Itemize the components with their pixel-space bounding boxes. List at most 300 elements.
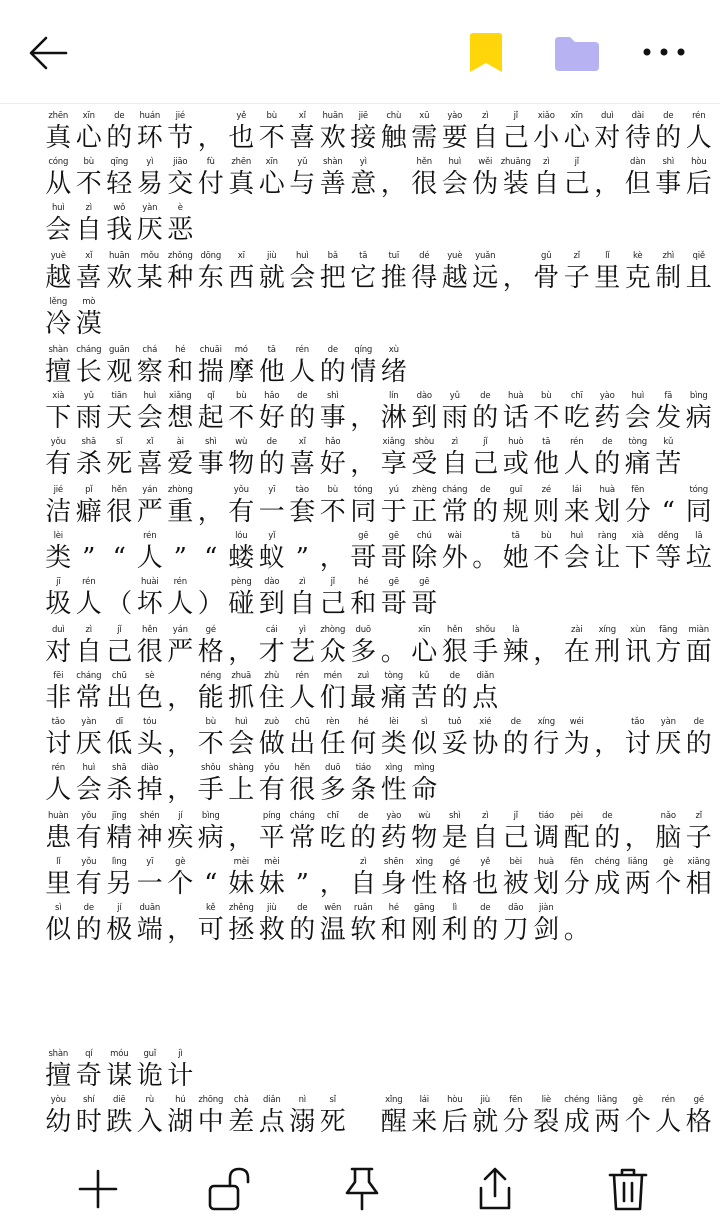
pinyin: bù — [541, 531, 552, 541]
ruby-char — [74, 762, 105, 806]
hanzi: 某 — [136, 263, 163, 293]
hanzi: 受 — [411, 449, 438, 479]
hanzi: 让 — [594, 543, 621, 573]
pinyin: chú — [416, 531, 432, 541]
hanzi: 很 — [106, 497, 133, 527]
hanzi: 喜 — [136, 449, 163, 479]
hanzi: 但 — [624, 169, 651, 199]
ruby-char — [501, 390, 532, 434]
hanzi: 们 — [319, 683, 346, 713]
pinyin: sǐ — [329, 1095, 336, 1105]
hanzi: 最 — [350, 683, 377, 713]
ruby-char — [257, 110, 288, 154]
text-line — [43, 344, 683, 388]
hanzi: 人 — [136, 543, 163, 573]
pinyin: xiāng — [687, 857, 710, 867]
ruby-char — [43, 530, 74, 574]
hanzi: 于 — [380, 497, 407, 527]
hanzi: 的 — [472, 403, 499, 433]
folder-button[interactable] — [554, 36, 600, 72]
pinyin: shàn — [48, 345, 69, 355]
hanzi: 格 — [441, 869, 468, 899]
hanzi: 己 — [502, 823, 529, 853]
pinyin: shì — [448, 811, 461, 821]
ruby-char — [592, 484, 623, 528]
hanzi: 很 — [411, 169, 438, 199]
hanzi: 厌 — [75, 729, 102, 759]
hanzi: 讨 — [624, 729, 651, 759]
ruby-char — [562, 250, 593, 294]
pinyin: xǐ — [298, 437, 306, 447]
ruby-char — [562, 902, 593, 946]
hanzi: 己 — [472, 449, 499, 479]
ruby-char — [653, 436, 684, 480]
pinyin: móu — [110, 1049, 129, 1059]
pinyin: yī — [268, 485, 276, 495]
ruby-char — [104, 762, 135, 806]
pinyin: shì — [204, 437, 217, 447]
pinyin: píng — [262, 811, 281, 821]
hanzi: 极 — [106, 915, 133, 945]
hanzi: 身 — [380, 869, 407, 899]
pinyin: lóu — [235, 531, 248, 541]
ruby-char — [562, 810, 593, 854]
ruby-char — [196, 1094, 227, 1138]
pinyin: bèi — [509, 857, 522, 867]
hanzi: 方 — [655, 637, 682, 667]
ruby-char — [318, 530, 349, 574]
ruby-char — [653, 1094, 684, 1138]
hanzi: 众 — [319, 637, 346, 667]
ruby-char — [684, 530, 715, 574]
ruby-char — [196, 530, 227, 574]
hanzi: 善 — [319, 169, 346, 199]
ruby-char — [287, 576, 318, 620]
back-button[interactable] — [26, 34, 70, 72]
hanzi: 己 — [563, 169, 590, 199]
pinyin: hěn — [447, 625, 463, 635]
hanzi: 自 — [472, 823, 499, 853]
hanzi: 就 — [472, 1107, 499, 1137]
hanzi: 哥 — [380, 543, 407, 573]
hanzi: 且 — [685, 263, 712, 293]
ruby-char — [104, 436, 135, 480]
ruby-char — [135, 390, 166, 434]
ruby-char — [74, 156, 105, 200]
pinyin: xǐ — [298, 111, 306, 121]
pinyin: huà — [538, 857, 554, 867]
pinyin: de — [602, 811, 613, 821]
hanzi: 多 — [350, 637, 377, 667]
hanzi: 性 — [380, 775, 407, 805]
ruby-char — [287, 250, 318, 294]
ruby-char — [43, 250, 74, 294]
ruby-char — [562, 484, 593, 528]
pinyin: mó — [234, 345, 248, 355]
delete-button[interactable] — [606, 1166, 650, 1212]
pinyin: yuè — [50, 251, 66, 261]
hanzi: 西 — [228, 263, 255, 293]
ruby-char — [409, 156, 440, 200]
hanzi: ， — [350, 403, 377, 433]
ruby-char — [653, 250, 684, 294]
ruby-char — [379, 762, 410, 806]
pinyin: de — [358, 811, 369, 821]
hanzi: 脑 — [655, 823, 682, 853]
pinyin: zhù — [264, 671, 280, 681]
pinyin: hé — [358, 577, 369, 587]
ruby-char — [165, 484, 196, 528]
ruby-char — [135, 436, 166, 480]
ruby-char — [348, 856, 379, 900]
bookmark-icon — [468, 32, 504, 74]
ruby-char — [287, 1094, 318, 1138]
ruby-char — [653, 856, 684, 900]
ruby-char — [348, 110, 379, 154]
pinyin: zì — [299, 577, 306, 587]
hanzi: 人 — [45, 775, 72, 805]
ruby-char — [287, 670, 318, 714]
pinyin: wēn — [324, 903, 342, 913]
pinyin: yì — [146, 157, 154, 167]
ruby-char — [74, 1094, 105, 1138]
ruby-char — [409, 762, 440, 806]
ruby-char — [379, 484, 410, 528]
hanzi: 喜 — [75, 263, 102, 293]
hanzi: 何 — [350, 729, 377, 759]
hanzi: 是 — [441, 823, 468, 853]
ruby-char — [623, 1094, 654, 1138]
unlock-icon — [207, 1166, 251, 1212]
ruby-char — [104, 670, 135, 714]
ruby-char — [135, 762, 166, 806]
hanzi: 的 — [75, 915, 102, 945]
hanzi: 享 — [380, 449, 407, 479]
ruby-char — [501, 436, 532, 480]
pinyin: hěn — [142, 625, 158, 635]
pinyin: diē — [113, 1095, 126, 1105]
add-button[interactable] — [76, 1166, 120, 1212]
pinyin: zì — [451, 437, 458, 447]
ruby-char — [74, 202, 105, 246]
hanzi: 哥 — [411, 589, 438, 619]
ruby-char — [257, 902, 288, 946]
pinyin: lěng — [49, 297, 68, 307]
text-line — [43, 576, 683, 620]
ruby-char — [501, 484, 532, 528]
hanzi: 端 — [136, 915, 163, 945]
ruby-char — [531, 484, 562, 528]
hanzi: ， — [533, 637, 560, 667]
ruby-char — [74, 110, 105, 154]
pinyin: huì — [570, 531, 584, 541]
hanzi: 调 — [533, 823, 560, 853]
hanzi: 上 — [228, 775, 255, 805]
pinyin: tā — [267, 345, 276, 355]
ruby-char — [226, 110, 257, 154]
ruby-char — [74, 1048, 105, 1092]
ruby-char — [470, 250, 501, 294]
pinyin: dào — [264, 577, 280, 587]
text-line — [43, 530, 712, 574]
text-line — [43, 1048, 683, 1092]
hanzi: 把 — [319, 263, 346, 293]
hanzi: 轻 — [106, 169, 133, 199]
hanzi: 讨 — [45, 729, 72, 759]
hanzi: 哥 — [380, 589, 407, 619]
hanzi: 厌 — [136, 215, 163, 245]
ruby-char — [196, 110, 227, 154]
ruby-char — [104, 902, 135, 946]
hanzi: 分 — [563, 869, 590, 899]
ruby-char — [104, 624, 135, 668]
hanzi: 面 — [685, 637, 712, 667]
ruby-char — [226, 156, 257, 200]
hanzi: 漠 — [75, 309, 102, 339]
hanzi: 碰 — [228, 589, 255, 619]
hanzi: 后 — [685, 169, 712, 199]
ruby-char — [470, 484, 501, 528]
hanzi: 待 — [624, 123, 651, 153]
ruby-char — [501, 624, 532, 668]
share-button[interactable] — [473, 1166, 517, 1212]
hanzi: 东 — [197, 263, 224, 293]
ruby-char — [226, 856, 257, 900]
pinyin: lǐ — [605, 251, 610, 261]
hanzi: 情 — [350, 357, 377, 387]
hanzi: 心 — [258, 169, 285, 199]
hanzi: 伪 — [472, 169, 499, 199]
hanzi: 行 — [533, 729, 560, 759]
ruby-char — [287, 344, 318, 388]
ruby-char — [196, 624, 227, 668]
hanzi: 摩 — [228, 357, 255, 387]
ruby-char — [318, 576, 349, 620]
ruby-char — [592, 856, 623, 900]
ruby-char — [104, 250, 135, 294]
more-options-button[interactable] — [642, 40, 686, 64]
ruby-char — [379, 902, 410, 946]
ruby-char — [196, 716, 227, 760]
hanzi: 很 — [289, 775, 316, 805]
pinyin: yǒu — [264, 763, 280, 773]
ruby-char — [318, 856, 349, 900]
ruby-char — [165, 110, 196, 154]
pinyin: hé — [358, 717, 369, 727]
ruby-char — [440, 624, 471, 668]
hanzi: 则 — [533, 497, 560, 527]
pinyin: yǒu — [81, 811, 97, 821]
ruby-char — [257, 484, 288, 528]
pinyin: miàn — [688, 625, 709, 635]
ruby-char — [562, 1094, 593, 1138]
pinyin: qīng — [110, 157, 129, 167]
ruby-char — [43, 810, 74, 854]
hanzi: 越 — [441, 263, 468, 293]
pinyin: zhǒng — [167, 251, 193, 261]
hanzi: 诡 — [136, 1061, 163, 1091]
hanzi: ， — [350, 449, 377, 479]
ruby-char — [409, 624, 440, 668]
pinyin: rén — [51, 763, 65, 773]
ruby-char — [684, 390, 715, 434]
ruby-char — [653, 530, 684, 574]
hanzi: 任 — [319, 729, 346, 759]
hanzi: 和 — [380, 915, 407, 945]
ruby-char — [562, 856, 593, 900]
hanzi: 等 — [655, 543, 682, 573]
pinyin: shēn — [383, 857, 404, 867]
ruby-char — [440, 716, 471, 760]
hanzi: 物 — [228, 449, 255, 479]
ruby-char — [348, 716, 379, 760]
ruby-char — [196, 484, 227, 528]
pinyin: lìng — [111, 857, 127, 867]
ruby-char — [74, 716, 105, 760]
pinyin: huì — [234, 717, 248, 727]
ruby-char — [348, 762, 379, 806]
ruby-char — [43, 436, 74, 480]
hanzi: 话 — [502, 403, 529, 433]
hanzi: 需 — [411, 123, 438, 153]
ruby-char — [623, 716, 654, 760]
ruby-char — [440, 670, 471, 714]
ruby-char — [165, 1048, 196, 1092]
ruby-char — [623, 436, 654, 480]
hanzi: 能 — [197, 683, 224, 713]
hanzi: 种 — [167, 263, 194, 293]
ruby-char — [43, 624, 74, 668]
ruby-char — [165, 856, 196, 900]
ruby-char — [257, 624, 288, 668]
hanzi: 自 — [75, 637, 102, 667]
hanzi: 手 — [472, 637, 499, 667]
pinyin: zì — [85, 203, 92, 213]
pinyin: duì — [51, 625, 65, 635]
lock-button[interactable] — [207, 1166, 251, 1212]
hanzi: 。 — [472, 543, 499, 573]
pinyin: yòu — [50, 1095, 66, 1105]
ruby-char — [684, 624, 715, 668]
hanzi: 刚 — [411, 915, 438, 945]
pinyin: wǒ — [113, 203, 126, 213]
ruby-char — [531, 810, 562, 854]
hanzi: 会 — [136, 403, 163, 433]
bottom-toolbar — [0, 1150, 720, 1232]
hanzi: 的 — [350, 823, 377, 853]
hanzi: 格 — [685, 1107, 712, 1137]
ruby-char — [470, 670, 501, 714]
hanzi: 的 — [472, 497, 499, 527]
pinyin: zé — [541, 485, 551, 495]
ruby-char — [165, 576, 196, 620]
pinyin: de — [510, 717, 521, 727]
ruby-char — [409, 902, 440, 946]
hanzi: 妹 — [228, 869, 255, 899]
ruby-char — [165, 156, 196, 200]
hanzi: 绪 — [380, 357, 407, 387]
hanzi: 自 — [472, 123, 499, 153]
ruby-char — [287, 856, 318, 900]
ruby-char — [287, 390, 318, 434]
ruby-char — [348, 484, 379, 528]
pinyin: bìng — [689, 391, 708, 401]
ruby-char — [653, 110, 684, 154]
pinyin: shǒu — [475, 625, 496, 635]
hanzi: 真 — [45, 123, 72, 153]
ruby-char — [165, 624, 196, 668]
hanzi: 里 — [594, 263, 621, 293]
hanzi: ” — [295, 869, 309, 899]
pinyin: rén — [661, 1095, 675, 1105]
hanzi: 套 — [289, 497, 316, 527]
hanzi: 的 — [594, 449, 621, 479]
pinyin: ài — [176, 437, 184, 447]
pinyin: cái — [265, 625, 278, 635]
ruby-char — [379, 436, 410, 480]
hanzi: 利 — [441, 915, 468, 945]
pinyin: xià — [52, 391, 65, 401]
hanzi: ， — [167, 915, 194, 945]
ruby-char — [287, 716, 318, 760]
ruby-char — [440, 810, 471, 854]
ruby-char — [379, 530, 410, 574]
ruby-char — [531, 156, 562, 200]
pin-button[interactable] — [340, 1166, 384, 1212]
hanzi: 子 — [563, 263, 590, 293]
pinyin: de — [480, 903, 491, 913]
pinyin: huà — [508, 391, 524, 401]
pinyin: jiù — [480, 1095, 490, 1105]
hanzi: 好 — [319, 449, 346, 479]
ruby-char — [470, 856, 501, 900]
hanzi: 越 — [45, 263, 72, 293]
hanzi: 事 — [197, 449, 224, 479]
ruby-char — [226, 902, 257, 946]
pinyin: de — [327, 345, 338, 355]
hanzi: 里 — [45, 869, 72, 899]
pinyin: zì — [85, 625, 92, 635]
hanzi: 的 — [441, 683, 468, 713]
pinyin: wù — [235, 437, 248, 447]
ruby-char — [531, 390, 562, 434]
pinyin: yǒu — [81, 857, 97, 867]
pinyin: huài — [140, 577, 159, 587]
hanzi: 类 — [45, 543, 72, 573]
hanzi: 协 — [472, 729, 499, 759]
hanzi: 幼 — [45, 1107, 72, 1137]
ruby-char — [409, 716, 440, 760]
ruby-char — [104, 576, 135, 620]
ruby-char — [470, 810, 501, 854]
hanzi: 后 — [441, 1107, 468, 1137]
ruby-char — [135, 810, 166, 854]
ruby-char — [531, 624, 562, 668]
ruby-char — [257, 390, 288, 434]
bookmark-button[interactable] — [468, 32, 504, 74]
note-body[interactable] — [0, 110, 720, 1150]
hanzi: 不 — [258, 123, 285, 153]
share-icon — [473, 1166, 517, 1212]
hanzi: 淋 — [380, 403, 407, 433]
ruby-char — [74, 902, 105, 946]
ruby-char — [74, 670, 105, 714]
ruby-char — [470, 716, 501, 760]
pinyin: de — [114, 111, 125, 121]
pinyin: huò — [508, 437, 524, 447]
hanzi: 手 — [197, 775, 224, 805]
pinyin: rén — [570, 437, 584, 447]
